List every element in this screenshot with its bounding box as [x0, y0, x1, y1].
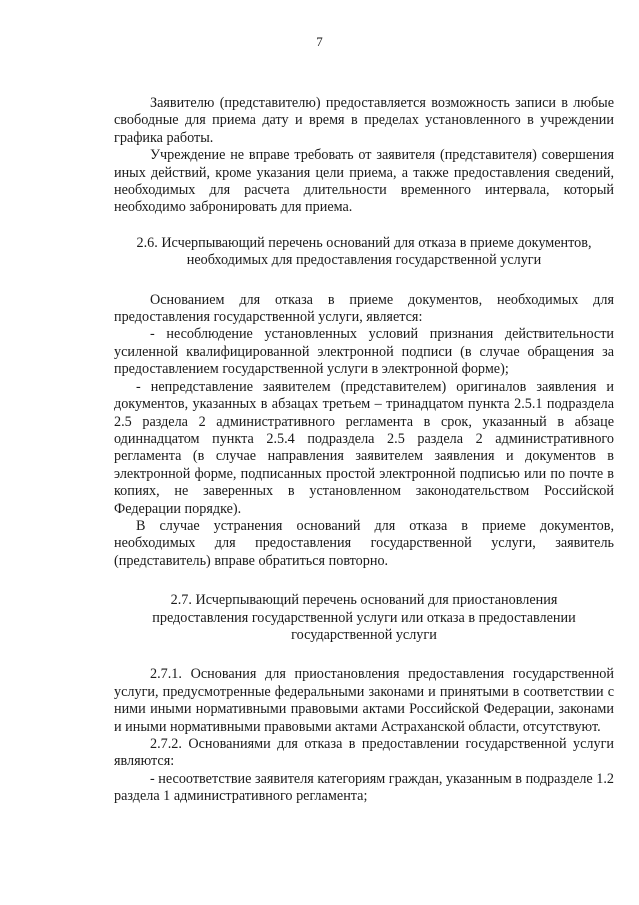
list-item-signature-conditions: - несоблюдение установленных условий признания действительности усиленной квалифицированной электронной подписи (в случае обращения за предоставлением государственной услуги в электронной форме);: [114, 326, 614, 378]
section-heading-2-6-line-2: необходимых для предоставления государственной услуги: [186, 252, 542, 269]
list-item-originals-not-provided: - непредставление заявителем (представителем) оригиналов заявления и документов, указанных в абзацах третьем – тринадцатом пункта 2.5.1 подраздела 2.5 раздела 2 административного регламента в срок, указанный в абзаце одиннадцатом пункта 2.5.4 подраздела 2.5 раздела 2 административного регламента (в случае направления заявителем заявления и документов в электронной форме, подписанных простой электронной подписью или по почте в копиях, не заверенных в установленном законодательством Российской Федерации порядке).: [114, 378, 614, 517]
paragraph-reapply: В случае устранения оснований для отказа в приеме документов, необходимых для предоставления государственной услуги, заявитель (представитель) вправе обратиться повторно.: [114, 517, 614, 569]
list-item-category-mismatch: - несоответствие заявителя категориям граждан, указанным в подразделе 1.2 раздела 1 административного регламента;: [114, 770, 614, 805]
page-number: 7: [316, 34, 323, 49]
paragraph-refusal-basis: Основанием для отказа в приеме документов, необходимых для предоставления государственной услуги, является:: [114, 291, 614, 326]
section-heading-2-6-line-1: 2.6. Исчерпывающий перечень оснований для отказа в приеме документов,: [136, 234, 592, 251]
paragraph-2-7-1: 2.7.1. Основания для приостановления предоставления государственной услуги, предусмотренные федеральными законами и принятыми в соответствии с ними иными нормативными правовыми актами Российской Федерации, законами и иными нормативными правовыми актами Астраханской области, отсутствуют.: [114, 666, 614, 735]
section-heading-2-7-line-3: государственной услуги: [291, 626, 437, 643]
section-heading-2-6: [114, 235, 614, 270]
section-heading-2-7: [114, 592, 614, 644]
document-body: [114, 95, 614, 806]
section-heading-2-7-line-1: 2.7. Исчерпывающий перечень оснований для приостановления: [170, 592, 558, 609]
section-heading-2-7-line-2: предоставления государственной услуги или отказа в предоставлении: [152, 609, 576, 626]
paragraph-institution-restriction: Учреждение не вправе требовать от заявителя (представителя) совершения иных действий, кроме указания цели приема, а также предоставления сведений, необходимых для расчета длительности временного интервала, который необходимо забронировать для приема.: [114, 147, 614, 216]
paragraph-2-7-2: 2.7.2. Основаниями для отказа в предоставлении государственной услуги являются:: [114, 736, 614, 770]
paragraph-appointment-record: Заявителю (представителю) предоставляется возможность записи в любые свободные для приема дату и время в пределах установленного в учреждении графика работы.: [114, 95, 614, 146]
